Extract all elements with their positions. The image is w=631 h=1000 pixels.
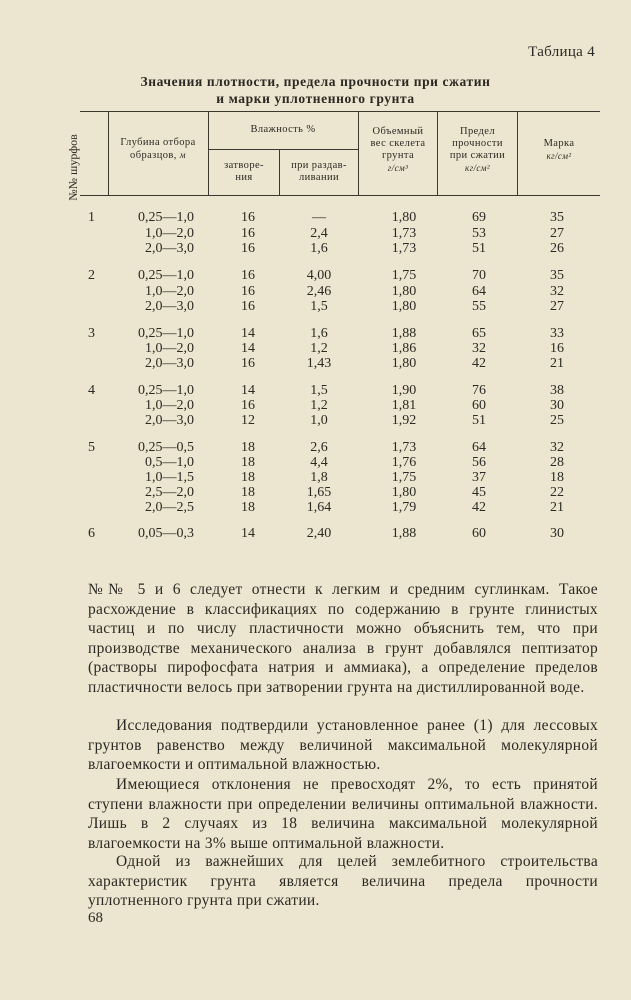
cell-no: 3 [88,326,95,341]
cell-dens: 1,80 [391,284,417,299]
table-row [0,356,631,372]
cell-depth: 0,25—1,0 [138,383,194,398]
cell-dens: 1,73 [391,241,417,256]
header-shurf-no: №№ шурфов [66,134,80,201]
cell-mark: 32 [550,284,564,299]
cell-mark: 25 [550,413,564,428]
cell-dens: 1,80 [391,210,417,225]
header-density [359,118,437,182]
cell-dens: 1,81 [391,398,417,413]
cell-mark: 33 [550,326,564,341]
cell-no: 1 [88,210,95,225]
cell-mark: 26 [550,241,564,256]
paragraph-2: Исследования подтвердили установленное ранее (1) для лессовых грунтов равенство между величиной максимальной молекулярной влагоемкости и оптимальной влажностью. [88,717,598,773]
table-row [0,455,631,471]
cell-w1: 14 [241,326,255,341]
cell-w2: 2,40 [306,526,332,541]
cell-depth: 1,0—2,0 [145,398,194,413]
cell-w2: 4,4 [310,455,328,470]
cell-str: 60 [472,398,486,413]
cell-mark: 32 [550,440,564,455]
table-row [0,440,631,456]
cell-w1: 14 [241,341,255,356]
cell-mark: 22 [550,485,564,500]
header-grade [518,130,600,170]
header-strength-text: Предел прочности при сжатии [449,126,506,161]
cell-w1: 16 [241,241,255,256]
table-row [0,398,631,414]
cell-str: 42 [472,500,486,515]
header-strength [438,118,517,182]
cell-str: 42 [472,356,486,371]
header-density-unit: г/см³ [387,163,409,173]
cell-w1: 16 [241,284,255,299]
cell-w1: 16 [241,210,255,225]
cell-mark: 16 [550,341,564,356]
cell-depth: 1,0—2,0 [145,284,194,299]
cell-depth: 2,0—3,0 [145,241,194,256]
cell-mark: 27 [550,299,564,314]
cell-depth: 1,0—2,0 [145,341,194,356]
cell-mark: 35 [550,268,564,283]
cell-dens: 1,80 [391,299,417,314]
caption-line-2: и марки уплотненного грунта [216,91,415,106]
cell-w2: 1,6 [310,241,328,256]
cell-w2: 1,2 [310,341,328,356]
cell-mark: 21 [550,500,564,515]
cell-depth: 0,5—1,0 [145,455,194,470]
cell-depth: 2,0—3,0 [145,299,194,314]
header-strength-unit: кг/см² [464,163,491,173]
cell-dens: 1,80 [391,485,417,500]
caption-line-1: Значения плотности, предела прочности при сжатин [140,74,491,89]
cell-w2: 1,65 [306,485,332,500]
table-row [0,241,631,257]
cell-w1: 18 [241,440,255,455]
cell-w1: 18 [241,455,255,470]
cell-mark: 30 [550,526,564,541]
cell-no: 6 [88,526,95,541]
cell-str: 37 [472,470,486,485]
cell-w2: 2,6 [310,440,328,455]
cell-str: 53 [472,226,486,241]
header-grade-unit: кг/см² [546,151,572,161]
cell-mark: 35 [550,210,564,225]
table-row [0,526,631,542]
header-bottom-rule [80,195,600,196]
cell-str: 70 [472,268,486,283]
cell-depth: 0,05—0,3 [138,526,194,541]
cell-depth: 0,25—1,0 [138,268,194,283]
cell-depth: 1,0—1,5 [145,470,194,485]
cell-dens: 1,75 [391,268,417,283]
cell-mark: 30 [550,398,564,413]
cell-w2: 1,8 [310,470,328,485]
cell-dens: 1,79 [391,500,417,515]
table-row [0,299,631,315]
cell-w2: 1,43 [306,356,332,371]
cell-str: 55 [472,299,486,314]
moisture-sub-rule [208,149,358,150]
table-caption [0,73,631,107]
header-moisture: Влажность % [250,124,316,135]
cell-dens: 1,88 [391,326,417,341]
cell-w2: — [312,210,326,225]
cell-depth: 0,25—1,0 [138,326,194,341]
cell-w2: 1,2 [310,398,328,413]
cell-dens: 1,75 [391,470,417,485]
cell-w1: 12 [241,413,255,428]
cell-str: 60 [472,526,486,541]
cell-w1: 16 [241,299,255,314]
page-number: 68 [88,910,103,926]
cell-w1: 16 [241,356,255,371]
cell-depth: 2,5—2,0 [145,485,194,500]
cell-w2: 2,4 [310,226,328,241]
cell-depth: 2,0—3,0 [145,413,194,428]
cell-no: 4 [88,383,95,398]
table-row [0,226,631,242]
table-row [0,210,631,226]
table-row [0,268,631,284]
table-row [0,413,631,429]
cell-depth: 2,0—2,5 [145,500,194,515]
cell-mark: 28 [550,455,564,470]
cell-dens: 1,88 [391,526,417,541]
cell-w2: 1,5 [310,299,328,314]
table-row [0,485,631,501]
cell-depth: 1,0—2,0 [145,226,194,241]
header-depth-line1: Глубина отбора [120,136,196,148]
cell-w1: 16 [241,398,255,413]
col-divider [108,111,109,195]
cell-w2: 1,5 [310,383,328,398]
cell-depth: 0,25—1,0 [138,210,194,225]
header-grade-text: Марка [543,138,575,149]
cell-mark: 18 [550,470,564,485]
cell-dens: 1,90 [391,383,417,398]
cell-dens: 1,92 [391,413,417,428]
cell-w1: 16 [241,226,255,241]
table-top-rule [80,111,600,112]
cell-w2: 1,0 [310,413,328,428]
cell-dens: 1,86 [391,341,417,356]
cell-depth: 2,0—3,0 [145,356,194,371]
cell-depth: 0,25—0,5 [138,440,194,455]
cell-w1: 18 [241,500,255,515]
table-row [0,326,631,342]
cell-dens: 1,76 [391,455,417,470]
cell-w1: 18 [241,470,255,485]
header-moisture-roll: при раздав- ливании [291,160,347,183]
paragraph-4: Одной из важнейших для целей землебитного строительства характеристик грунта является величина предела прочности уплотненного грунта при сжатии. [88,853,598,909]
cell-dens: 1,73 [391,440,417,455]
table-row [0,470,631,486]
cell-mark: 27 [550,226,564,241]
cell-w1: 16 [241,268,255,283]
header-depth [110,125,206,173]
cell-dens: 1,73 [391,226,417,241]
cell-w2: 4,00 [306,268,332,283]
table-label: Таблица 4 [528,44,595,60]
paragraph-3: Имеющиеся отклонения не превосходят 2%, то есть принятой ступени влажности при определении величины оптимальной влажности. Лишь в 2 случаях из 18 величина максимальной молекулярной влагоемкости на 3% выше оптимальной влажности. [88,776,598,852]
cell-no: 5 [88,440,95,455]
cell-str: 65 [472,326,486,341]
cell-str: 51 [472,413,486,428]
cell-dens: 1,80 [391,356,417,371]
cell-str: 51 [472,241,486,256]
table-row [0,284,631,300]
header-moisture-mix: затворе- ния [224,160,264,183]
cell-str: 32 [472,341,486,356]
cell-mark: 21 [550,356,564,371]
table-row [0,383,631,399]
cell-w2: 1,6 [310,326,328,341]
cell-str: 69 [472,210,486,225]
header-density-text: Объемный вес скелета грунта [370,126,426,161]
cell-mark: 38 [550,383,564,398]
cell-str: 76 [472,383,486,398]
cell-str: 45 [472,485,486,500]
cell-str: 56 [472,455,486,470]
cell-w1: 18 [241,485,255,500]
table-row [0,341,631,357]
cell-no: 2 [88,268,95,283]
cell-w2: 1,64 [306,500,332,515]
header-depth-line2: образцов, м [130,149,186,161]
cell-w2: 2,46 [306,284,332,299]
paragraph-1: №№ 5 и 6 следует отнести к легким и средним суглинкам. Такое расхождение в классификациях по содержанию в грунте глинистых частиц и по числу пластичности можно объяснить тем, что при производстве механического анализа в грунт добавлялся пептизатор (растворы пирофосфата натрия и аммиака), а определение пределов пластичности велось при затворении грунта на дистиллированной воде. [88,581,598,696]
cell-str: 64 [472,284,486,299]
cell-w1: 14 [241,526,255,541]
cell-w1: 14 [241,383,255,398]
table-row [0,500,631,516]
cell-str: 64 [472,440,486,455]
